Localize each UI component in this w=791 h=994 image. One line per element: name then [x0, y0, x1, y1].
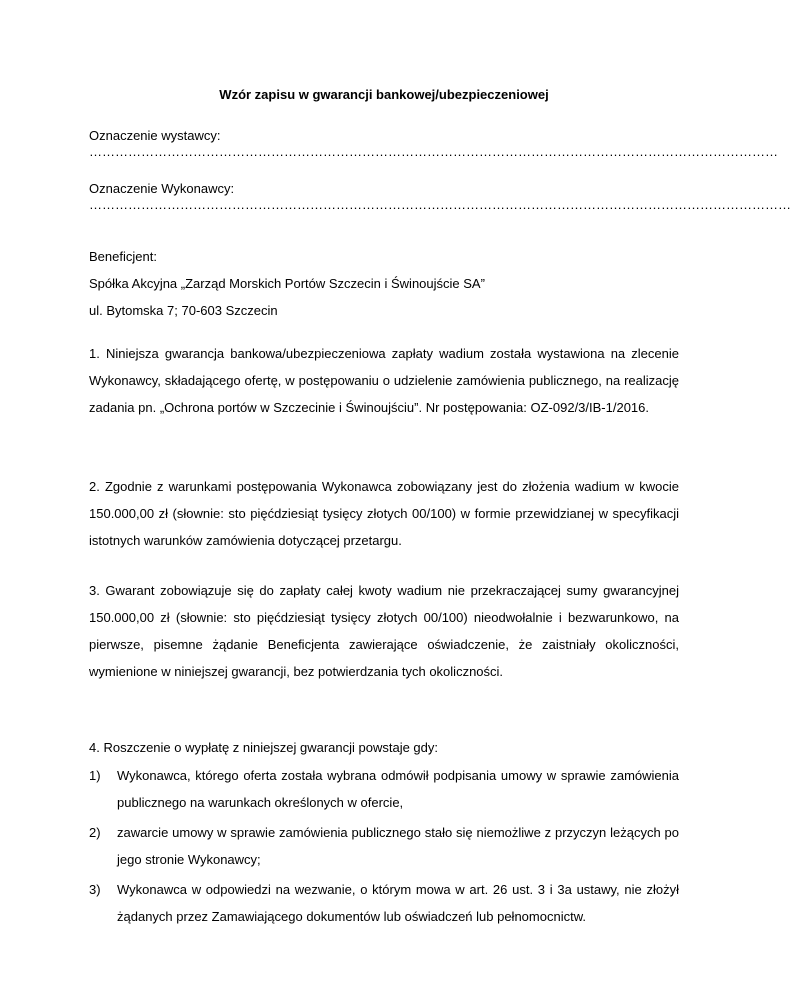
beneficiary-section — [89, 243, 679, 324]
list-item — [89, 762, 679, 816]
paragraph-3: 3. Gwarant zobowiązuje się do zapłaty całej kwoty wadium nie przekraczającej sumy gwarancyjnej 150.000,00 zł (słownie: sto pięćdziesiąt tysięcy złotych 00/100) nieodwołalnie i bezwarunkowo, na pierwsze, pisemne żądanie Beneficjenta zawierające oświadczenie, że zaistniały okoliczności, wymienione w niniejszej gwarancji, bez potwierdzania tych okoliczności. — [89, 583, 679, 679]
list-item — [89, 876, 679, 930]
document-title: Wzór zapisu w gwarancji bankowej/ubezpieczeniowej — [219, 87, 549, 102]
list-item-text: Wykonawca w odpowiedzi na wezwanie, o którym mowa w art. 26 ust. 3 i 3a ustawy, nie złożył żądanych przez Zamawiającego dokumentów lub oświadczeń lub pełnomocnictw. — [117, 882, 679, 924]
claim-conditions-list — [89, 762, 679, 933]
list-item-text: zawarcie umowy w sprawie zamówienia publicznego stało się niemożliwe z przyczyn leżących po jego stronie Wykonawcy; — [117, 825, 679, 867]
list-item-number: 3) — [89, 882, 101, 897]
list-item-text: Wykonawca, którego oferta została wybrana odmówił podpisania umowy w sprawie zamówienia publicznego na warunkach określonych w ofercie, — [117, 768, 679, 810]
paragraph-4: 4. Roszczenie o wypłatę z niniejszej gwarancji powstaje gdy: — [89, 740, 439, 755]
issuer-label: Oznaczenie wystawcy: — [89, 128, 221, 143]
beneficiary-address: ul. Bytomska 7; 70-603 Szczecin — [89, 303, 278, 318]
list-item — [89, 819, 679, 873]
beneficiary-label: Beneficjent: — [89, 249, 157, 264]
contractor-section — [89, 175, 791, 214]
list-item-number: 1) — [89, 768, 101, 783]
beneficiary-name: Spółka Akcyjna „Zarząd Morskich Portów Szczecin i Świnoujście SA” — [89, 276, 485, 291]
contractor-placeholder: ……………………………………………………………………………………………………………………………………………… — [89, 197, 791, 212]
issuer-placeholder: …………………………………………………………………………………………………………………………………………… — [89, 144, 778, 159]
issuer-section — [89, 122, 778, 161]
paragraph-2: 2. Zgodnie z warunkami postępowania Wykonawca zobowiązany jest do złożenia wadium w kwocie 150.000,00 zł (słownie: sto pięćdziesiąt tysięcy złotych 00/100) w formie przewidzianej w specyfikacji istotnych warunków zamówienia dotyczącej przetargu. — [89, 479, 679, 548]
paragraph-1: 1. Niniejsza gwarancja bankowa/ubezpieczeniowa zapłaty wadium została wystawiona na zlecenie Wykonawcy, składającego ofertę, w postępowaniu o udzielenie zamówienia publicznego, na realizację zadania pn. „Ochrona portów w Szczecinie i Świnoujściu”. Nr postępowania: OZ-092/3/IB-1/2016. — [89, 346, 679, 415]
list-item-number: 2) — [89, 825, 101, 840]
contractor-label: Oznaczenie Wykonawcy: — [89, 181, 235, 196]
